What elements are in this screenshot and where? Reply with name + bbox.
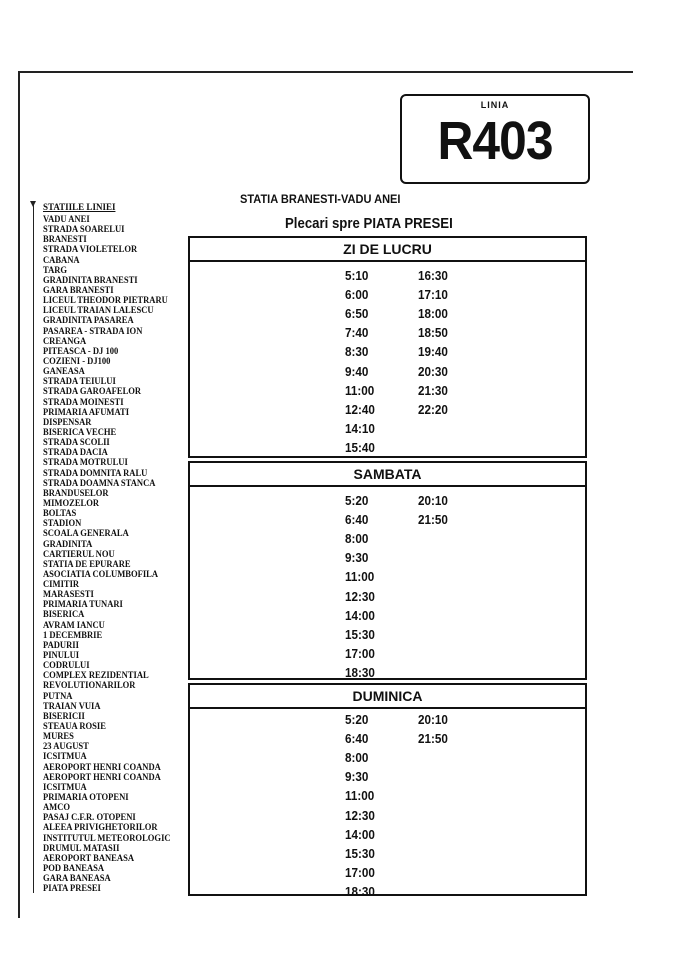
weekday-departure-time: 17:10	[418, 287, 448, 303]
station-item: GRADINITA	[43, 538, 93, 549]
route-arrow-line	[33, 203, 34, 893]
station-title: STATIA BRANESTI-VADU ANEI	[240, 192, 401, 206]
station-item: PUTNA	[43, 690, 73, 701]
weekday-departure-time: 6:00	[345, 287, 369, 303]
station-item: STRADA DOMNITA RALU	[43, 467, 148, 478]
station-item: BISERICII	[43, 710, 85, 721]
line-number: R403	[437, 111, 553, 171]
station-item: CARTIERUL NOU	[43, 548, 115, 559]
station-item: ALEEA PRIVIGHETORILOR	[43, 822, 158, 833]
sunday-departure-time: 14:00	[345, 826, 375, 842]
saturday-departure-time: 12:30	[345, 588, 375, 604]
station-item: TARG	[43, 264, 68, 275]
station-item: AVRAM IANCU	[43, 619, 105, 630]
sunday-departure-time: 8:00	[345, 750, 369, 766]
sunday-departure-time: 11:00	[345, 788, 375, 804]
saturday-departure-time: 9:30	[345, 550, 369, 566]
station-item: STRADA GAROAFELOR	[43, 386, 142, 397]
station-item: BISERICA	[43, 609, 85, 620]
station-item: LICEUL THEODOR PIETRARU	[43, 295, 168, 306]
station-item: 1 DECEMBRIE	[43, 629, 103, 640]
station-item: STRADA SOARELUI	[43, 224, 125, 235]
station-item: COMPLEX REZIDENTIAL	[43, 670, 149, 681]
station-item: STADION	[43, 518, 82, 529]
sunday-departure-time: 21:50	[418, 731, 448, 747]
weekday-departure-time: 22:20	[418, 401, 448, 417]
station-item: MIMOZELOR	[43, 497, 100, 508]
station-item: STRADA MOINESTI	[43, 396, 124, 407]
station-item: SCOALA GENERALA	[43, 528, 129, 539]
station-item: BISERICA VECHE	[43, 426, 117, 437]
station-item: TRAIAN VUIA	[43, 700, 101, 711]
saturday-departure-time: 18:30	[345, 664, 375, 680]
weekday-departure-time: 7:40	[345, 325, 369, 341]
station-item: GRADINITA PASAREA	[43, 315, 134, 326]
station-item: STRADA MOTRULUI	[43, 457, 128, 468]
station-item: ASOCIATIA COLUMBOFILA	[43, 568, 159, 579]
weekday-departure-time: 8:30	[345, 344, 369, 360]
weekday-departure-time: 6:50	[345, 306, 369, 322]
station-item: PRIMARIA AFUMATI	[43, 406, 130, 417]
station-item: PASAREA - STRADA ION	[43, 325, 143, 336]
station-item: MURES	[43, 731, 74, 742]
weekday-departure-time: 18:00	[418, 306, 448, 322]
station-item: STRADA SCOLII	[43, 437, 110, 448]
weekday-departure-time: 20:30	[418, 363, 448, 379]
station-item: ICSITMUA	[43, 781, 87, 792]
weekday-header: ZI DE LUCRU	[190, 238, 585, 262]
saturday-departure-time: 5:20	[345, 493, 369, 508]
line-number-box	[400, 94, 590, 184]
saturday-departure-time: 14:00	[345, 607, 375, 623]
weekday-departure-time: 18:50	[418, 325, 448, 341]
weekday-departure-time: 15:40	[345, 439, 375, 455]
station-item: GARA BANEASA	[43, 873, 111, 884]
sunday-departure-time: 15:30	[345, 845, 375, 861]
weekday-departure-time: 9:40	[345, 363, 369, 379]
station-list	[43, 214, 177, 893]
station-item: STRADA TEIULUI	[43, 376, 116, 387]
station-item: COZIENI - DJ100	[43, 355, 111, 366]
station-item: PRIMARIA TUNARI	[43, 599, 123, 610]
station-item: GARA BRANESTI	[43, 284, 114, 295]
station-item: AEROPORT HENRI COANDA	[43, 761, 161, 772]
station-item: STEAUA ROSIE	[43, 721, 106, 732]
station-item: GANEASA	[43, 366, 85, 377]
station-item: CIMITIR	[43, 579, 80, 590]
saturday-departure-time: 8:00	[345, 531, 369, 547]
station-item: INSTITUTUL METEOROLOGIC	[43, 832, 171, 843]
station-item: STATIA DE EPURARE	[43, 558, 131, 569]
saturday-departure-time: 21:50	[418, 512, 448, 528]
station-item: REVOLUTIONARILOR	[43, 680, 136, 691]
sunday-departure-time: 12:30	[345, 807, 375, 823]
saturday-departure-time: 11:00	[345, 569, 375, 585]
station-item: AMCO	[43, 802, 71, 813]
sunday-header: DUMINICA	[190, 685, 585, 709]
station-item: STRADA VIOLETELOR	[43, 244, 138, 255]
weekday-departure-time: 11:00	[345, 382, 375, 398]
saturday-departure-time: 15:30	[345, 626, 375, 642]
station-item: MARASESTI	[43, 589, 94, 600]
stations-header: STATIILE LINIEI	[43, 202, 116, 212]
station-item: PITEASCA - DJ 100	[43, 345, 119, 356]
sunday-departure-time: 9:30	[345, 769, 369, 785]
station-item: PRIMARIA OTOPENI	[43, 792, 129, 803]
station-item: PINULUI	[43, 650, 80, 661]
station-item: STRADA DACIA	[43, 447, 108, 458]
weekday-schedule	[188, 236, 587, 458]
saturday-departure-time: 6:40	[345, 512, 369, 528]
station-item: PASAJ C.F.R. OTOPENI	[43, 812, 136, 823]
weekday-departure-time: 12:40	[345, 401, 375, 417]
sunday-departure-time: 17:00	[345, 864, 375, 880]
station-item: POD BANEASA	[43, 863, 105, 873]
station-item: PADURII	[43, 639, 79, 650]
sunday-departure-time: 18:30	[345, 883, 375, 899]
saturday-header: SAMBATA	[190, 463, 585, 487]
station-item: CODRULUI	[43, 660, 90, 671]
line-label: LINIA	[480, 100, 510, 110]
direction-title: Plecari spre PIATA PRESEI	[285, 215, 453, 232]
sunday-departure-time: 6:40	[345, 731, 369, 747]
station-item: CREANGA	[43, 335, 87, 346]
sunday-departure-time: 20:10	[418, 712, 448, 727]
station-item: AEROPORT BANEASA	[43, 852, 135, 863]
station-item: PIATA PRESEI	[43, 883, 101, 894]
station-item: DRUMUL MATASII	[43, 842, 120, 853]
station-item: AEROPORT HENRI COANDA	[43, 771, 161, 782]
sunday-schedule	[188, 683, 587, 899]
station-item: 23 AUGUST	[43, 741, 89, 752]
station-item: LICEUL TRAIAN LALESCU	[43, 305, 154, 316]
station-item: STRADA DOAMNA STANCA	[43, 477, 156, 488]
sunday-departure-time: 5:20	[345, 712, 369, 727]
station-item: BRANDUSELOR	[43, 487, 109, 498]
weekday-departure-time: 14:10	[345, 420, 375, 436]
station-item: ICSITMUA	[43, 751, 87, 762]
saturday-departure-time: 17:00	[345, 645, 375, 661]
station-item: BOLTAS	[43, 508, 77, 519]
saturday-schedule	[188, 461, 587, 680]
weekday-departure-time: 21:30	[418, 382, 448, 398]
saturday-departure-time: 20:10	[418, 493, 448, 508]
weekday-departure-time: 19:40	[418, 344, 448, 360]
station-item: GRADINITA BRANESTI	[43, 274, 138, 285]
station-item: CABANA	[43, 254, 80, 265]
weekday-departure-time: 5:10	[345, 268, 369, 283]
station-item: DISPENSAR	[43, 416, 92, 427]
station-item: BRANESTI	[43, 234, 87, 245]
station-item: VADU ANEI	[43, 214, 90, 224]
weekday-departure-time: 16:30	[418, 268, 448, 283]
